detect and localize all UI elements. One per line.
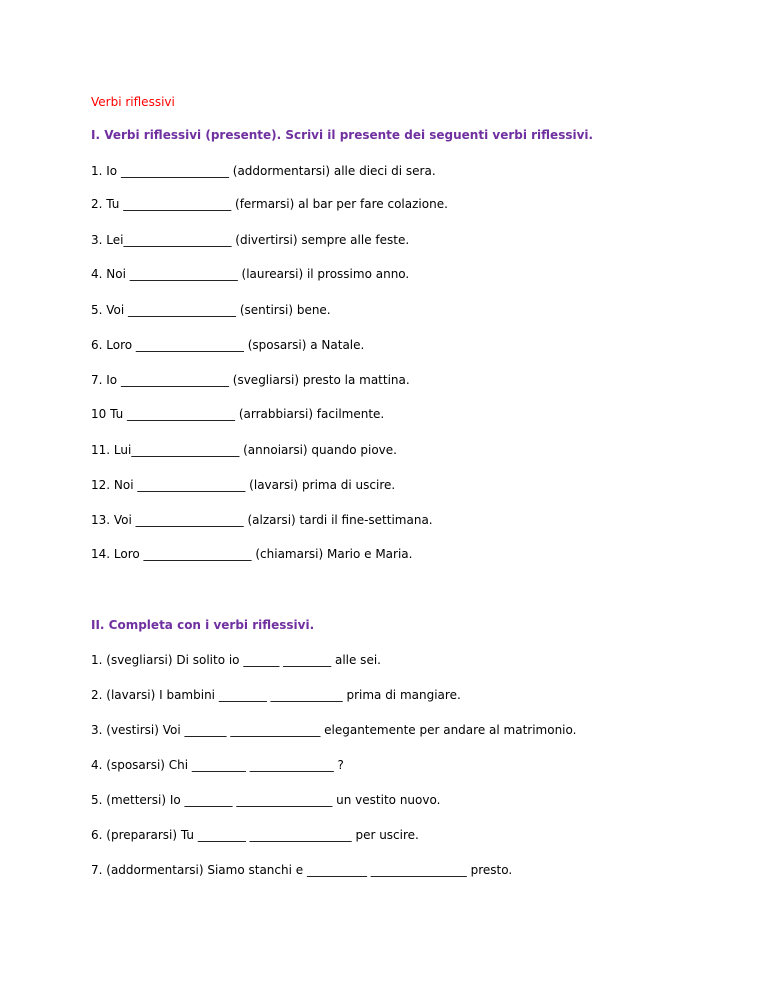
exercise-item: 3. (vestirsi) Voi _______ _______________ elegantemente per andare al matrimonio. (91, 723, 577, 737)
exercise-item: 3. Lei__________________ (divertirsi) sempre alle feste. (91, 233, 410, 247)
exercise-item: 7. (addormentarsi) Siamo stanchi e __________ ________________ presto. (91, 863, 513, 877)
exercise-item: 11. Lui__________________ (annoiarsi) quando piove. (91, 443, 397, 457)
exercise-item: 2. Tu __________________ (fermarsi) al bar per fare colazione. (91, 197, 448, 211)
section-1-heading: I. Verbi riflessivi (presente). Scrivi il presente dei seguenti verbi riflessivi. (91, 128, 594, 142)
document-title: Verbi riflessivi (91, 95, 175, 109)
exercise-item: 5. (mettersi) Io ________ ________________ un vestito nuovo. (91, 793, 441, 807)
exercise-item: 12. Noi __________________ (lavarsi) prima di uscire. (91, 478, 396, 492)
exercise-item: 1. Io __________________ (addormentarsi) alle dieci di sera. (91, 164, 436, 178)
exercise-item: 6. Loro __________________ (sposarsi) a Natale. (91, 338, 365, 352)
exercise-item: 4. (sposarsi) Chi _________ ______________ ? (91, 758, 344, 772)
exercise-item: 4. Noi __________________ (laurearsi) il prossimo anno. (91, 267, 410, 281)
exercise-item: 6. (prepararsi) Tu ________ _________________ per uscire. (91, 828, 419, 842)
exercise-item: 14. Loro __________________ (chiamarsi) Mario e Maria. (91, 547, 413, 561)
exercise-item: 5. Voi __________________ (sentirsi) bene. (91, 303, 331, 317)
exercise-item: 2. (lavarsi) I bambini ________ ____________ prima di mangiare. (91, 688, 461, 702)
exercise-item: 7. Io __________________ (svegliarsi) presto la mattina. (91, 373, 410, 387)
exercise-item: 10 Tu __________________ (arrabbiarsi) facilmente. (91, 407, 385, 421)
section-2-heading: II. Completa con i verbi riflessivi. (91, 618, 315, 632)
exercise-item: 1. (svegliarsi) Di solito io ______ ________ alle sei. (91, 653, 381, 667)
exercise-item: 13. Voi __________________ (alzarsi) tardi il fine-settimana. (91, 513, 433, 527)
